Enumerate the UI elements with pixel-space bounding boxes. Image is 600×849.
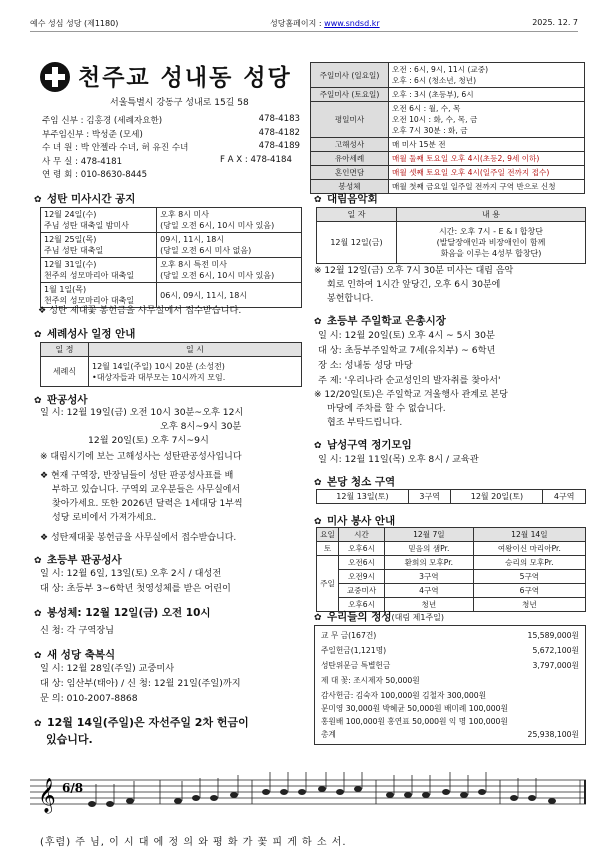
info-line: 장 소: 성내동 성당 마당 bbox=[318, 360, 413, 371]
school-note: 협조 부탁드립니다. bbox=[327, 418, 403, 428]
clergy-row: 부주임신부 : 박성준 (모세) 478-4182 bbox=[42, 127, 300, 140]
flower-icon: ✿ bbox=[34, 609, 42, 619]
section-children-penance: ✿ 초등부 판공성사 bbox=[34, 554, 122, 566]
flower-icon: ✿ bbox=[34, 556, 42, 566]
bulletin-issue: 예수 성심 성당 (제1180) bbox=[30, 19, 119, 28]
penance-note: ❖ 성탄제대꽃 봉헌금을 사무실에서 접수받습니다. bbox=[40, 533, 237, 543]
cleaning-table: 12월 13일(토) 3구역 12월 20일(토) 4구역 bbox=[316, 489, 586, 504]
info-line: 주 제: '우리나라 순교성인의 발자취를 찾아서' bbox=[318, 375, 501, 386]
section-baptism: ✿ 세례성사 일정 안내 bbox=[34, 328, 136, 340]
penance-line: 12월 20일(토) 오후 7시~9시 bbox=[88, 435, 209, 446]
section-cleaning: ✿ 본당 청소 구역 bbox=[314, 476, 396, 488]
service-table: 요일 시간 12월 7일 12월 14일 토 오후6시 믿음의 샘Pr. 여왕이신 마리아Pr. 주일 오전6시 환희의 모후Pr. 승리의 모후Pr. 오전9시 3구역 5구역 교중미사 4구역 6구역 오후6시 청년 청년 bbox=[316, 527, 586, 612]
penance-line: 일 시: 12월 19일(금) 오전 10시 30분~오후 12시 bbox=[40, 407, 244, 418]
flower-icon: ✿ bbox=[314, 517, 322, 527]
section-blessing: ✿ 새 성당 축복식 bbox=[34, 649, 116, 661]
section-anointing: ✿ 봉성체: 12월 12일(금) 오전 10시 bbox=[34, 607, 211, 619]
flower-icon: ✿ bbox=[314, 195, 322, 205]
flower-icon: ✿ bbox=[34, 195, 42, 205]
info-line: 대 상: 임산부(태아) / 신 청: 12월 21일(주일)까지 bbox=[40, 678, 241, 689]
offering-box: 교 무 금(167건) 15,589,000원 주일헌금(1,121명) 5,672,100원 성탄위문금 특별헌금 3,797,000원 제 대 꽃: 조시제자 50,000원 감사헌금: 김숙자 100,000원 김철자 300,000원 문미영 30,000원 박혜균 50,000원 배미례 100,000원 홍원배 100,000원 홍연표 50,000원 익 명 100,000원 총계 25,938,100원 bbox=[314, 625, 586, 745]
music-staff bbox=[30, 772, 586, 820]
homepage-link[interactable]: www.sndsd.kr bbox=[324, 19, 380, 28]
advent-note: 회로 인하여 1시간 앞당긴, 오후 6시 30분에 bbox=[327, 280, 501, 290]
info-line: 일 시: 12월 28일(주일) 교중미사 bbox=[40, 663, 175, 674]
christmas-note: ❖ 성탄 제대꽃 봉헌금을 사무실에서 접수받습니다. bbox=[38, 305, 242, 316]
penance-note: ❖ 현재 구역장, 반장님들이 성탄 판공성사표를 배 bbox=[40, 471, 234, 481]
parish-address: 서울특별시 강동구 성내로 15길 58 bbox=[110, 98, 249, 108]
song-lyrics: (후렴) 주 님, 이 시 대 에 정 의 와 평 화 가 꽃 피 게 하 소 서. bbox=[40, 837, 347, 848]
mass-schedule-table: 주일미사 (일요일) 오전 : 6시, 9시, 11시 (교중) 오후 : 6시 (청소년, 청년) 주일미사 (토요일) 오후 : 3시 (초등부), 6시 평일미사 오전 6시 : 월, 수, 목 오전 10시 : 화, 수, 목, 금 오후 7시 30분 : 화, 금 고해성사 매 미사 15분 전 유아세례 매월 둘째 토요일 오후 4시(초등2, 9세 이하) 혼인면담 매월 셋째 토요일 오후 4시(일주일 전까지 접수) 봉성체 매월 첫째 금요일 일주일 전까지 구역 반으로 신청 bbox=[310, 62, 585, 194]
homepage-label: 성당홈페이지 : www.sndsd.kr bbox=[270, 19, 380, 28]
info-line: 일 시: 12월 6일, 13일(토) 오후 2시 / 대성전 bbox=[40, 568, 222, 579]
flower-icon: ✿ bbox=[314, 317, 322, 327]
flower-icon: ✿ bbox=[34, 719, 42, 729]
clergy-row: 수 녀 원 : 박 안젤라 수녀, 허 유진 수녀 478-4189 bbox=[42, 141, 300, 154]
section-advent: ✿ 대림음악회 bbox=[314, 193, 378, 205]
section-collection: ✿ 12월 14일(주일)은 자선주일 2차 헌금이 bbox=[34, 716, 249, 729]
advent-note: ※ 12월 12일(금) 오후 7시 30분 미사는 대림 음악 bbox=[314, 266, 514, 276]
penance-note: 부하고 있습니다. 구역외 교우분들은 사무실에서 bbox=[52, 485, 241, 495]
flower-icon: ✿ bbox=[314, 478, 322, 488]
flower-icon: ✿ bbox=[34, 396, 42, 406]
info-line: 문 의: 010-2007-8868 bbox=[40, 693, 138, 704]
info-line: 대 상: 초등부주일학교 7세(유치부) ~ 6학년 bbox=[318, 345, 496, 356]
advent-note: 봉헌합니다. bbox=[327, 294, 374, 304]
christmas-table: 12월 24일(수) 주님 성탄 대축일 밤미사 오후 8시 미사 (당일 오전 6시, 10시 미사 있음) 12월 25일(목) 주님 성탄 대축일 09시, 11시, 18시 (당일 오전 6시 미사 없음) 12월 31일(수) 천주의 성모마리아 대축일 오후 8시 특전 미사 (당일 오전 6시, 10시 미사 있음) 1월 1일(목) 천주의 성모마리아 대축일 06시, 09시, 11시, 18시 bbox=[40, 207, 302, 308]
flower-icon: ✿ bbox=[314, 441, 322, 451]
school-note: ※ 12/20일(토)은 주일학교 겨울행사 관계로 본당 bbox=[314, 390, 508, 400]
section-sunday-school: ✿ 초등부 주일학교 은총시장 bbox=[314, 315, 446, 327]
time-signature: 6/8 bbox=[62, 781, 84, 795]
clergy-row: 주임 신부 : 김홍경 (세례자요한) 478-4183 bbox=[42, 114, 300, 126]
penance-note: ※ 대림시기에 보는 고해성사는 성탄판공성사입니다 bbox=[40, 452, 242, 462]
cross-logo-icon bbox=[40, 62, 70, 92]
flower-icon: ✿ bbox=[34, 651, 42, 661]
section-penance: ✿ 판공성사 bbox=[34, 394, 88, 406]
page-header bbox=[30, 18, 578, 32]
section-service: ✿ 미사 봉사 안내 bbox=[314, 515, 396, 527]
clergy-row: 연 령 회 : 010-8630-8445 bbox=[42, 170, 148, 181]
school-note: 마당에 주차를 할 수 없습니다. bbox=[327, 404, 446, 414]
clergy-row: 사 무 실 : 478-4181 F A X : 478-4184 bbox=[42, 154, 292, 167]
info-line: 대 상: 초등부 3~6학년 첫영성체를 받은 어린이 bbox=[40, 583, 231, 594]
treble-clef-icon: 𝄞 bbox=[38, 778, 56, 813]
baptism-table: 일 정 일 시 세례식 12월 14일(주일) 10시 20분 (소성전) •대상자들과 대부모는 10시까지 모임. bbox=[40, 342, 302, 387]
clergy-list bbox=[42, 114, 300, 182]
parish-name: 천주교 성내동 성당 bbox=[78, 65, 292, 91]
penance-note: 찾아가세요. 또한 2026년 달력은 1세대당 1부씩 bbox=[52, 499, 243, 509]
collection-line: 있습니다. bbox=[46, 733, 93, 746]
section-christmas: ✿ 성탄 미사시간 공지 bbox=[34, 193, 136, 205]
info-line: 신 청: 각 구역장님 bbox=[40, 625, 114, 636]
flower-icon: ✿ bbox=[314, 613, 322, 623]
penance-line: 오후 8시~9시 30분 bbox=[160, 421, 242, 432]
bulletin-date: 2025. 12. 7 bbox=[532, 18, 578, 27]
info-line: 일 시: 12월 20일(토) 오후 4시 ~ 5시 30분 bbox=[318, 330, 495, 341]
penance-note: 성당 로비에서 가져가세요. bbox=[52, 513, 157, 523]
advent-table: 일 자 내 용 12월 12일(금) 시간: 오후 7시 - E & I 합창단 (발달장애인과 비장애인이 함께 화음을 이루는 4성부 합창단) bbox=[316, 207, 586, 264]
info-line: 일 시: 12월 11일(목) 오후 8시 / 교육관 bbox=[318, 454, 479, 465]
section-offering: ✿ 우리들의 정성(대림 제1주일) bbox=[314, 611, 445, 623]
flower-icon: ✿ bbox=[34, 330, 42, 340]
section-district: ✿ 남성구역 정기모임 bbox=[314, 439, 412, 451]
